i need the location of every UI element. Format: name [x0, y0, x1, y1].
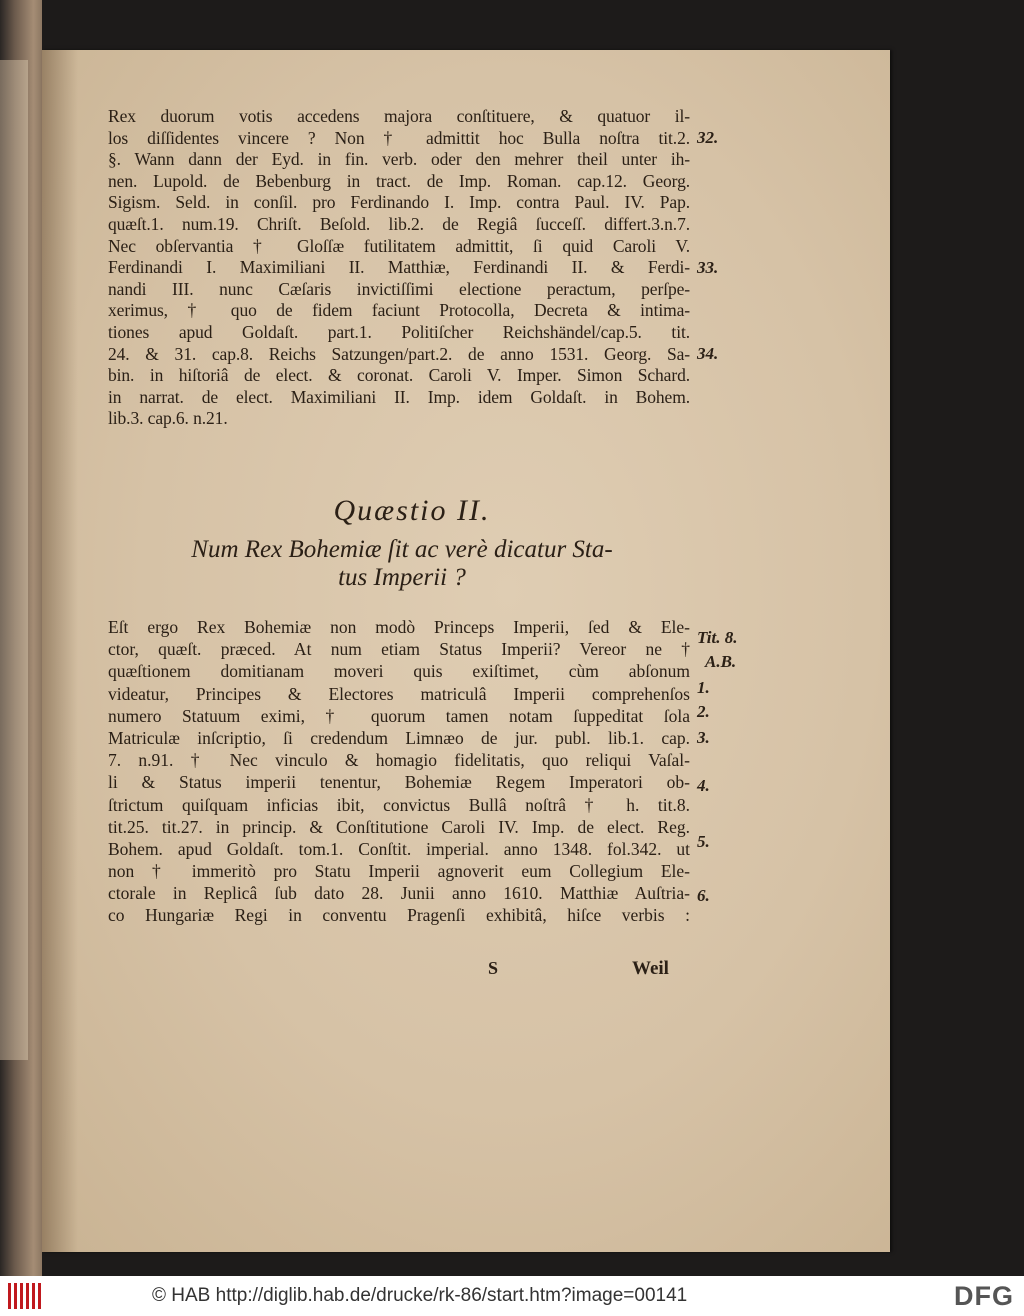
book-page: [42, 50, 890, 1252]
source-credit-link[interactable]: © HAB http://diglib.hab.de/drucke/rk-86/start.htm?image=00141: [152, 1285, 688, 1306]
spine-shadow: [42, 50, 78, 1252]
margin-note: 2.: [697, 702, 710, 721]
text-line: Nec obſervantia † Gloſſæ futilitatem admittit, ſi quid Caroli V.: [108, 235, 690, 256]
text-line: tit.25. tit.27. in princip. & Conſtitutione Caroli IV. Imp. de elect. Reg.: [108, 816, 690, 837]
text-line: ctorale in Replicâ ſub dato 28. Junii anno 1610. Matthiæ Auſtria-: [108, 883, 690, 904]
text-line: los diſſidentes vincere ? Non † admittit hoc Bulla noſtra tit.2.: [108, 127, 690, 148]
section-heading: Quæstio II.: [333, 494, 491, 527]
text-line: Sigism. Seld. in conſil. pro Ferdinando I. Imp. contra Paul. IV. Pap.: [108, 192, 690, 213]
previous-leaf-edge: [0, 60, 28, 1060]
text-line: 7. n.91. † Nec vinculo & homagio fidelitatis, quo reliqui Vaſal-: [108, 750, 690, 771]
text-line: tiones apud Goldaſt. part.1. Politiſcher Reichshändel/cap.5. tit.: [108, 321, 690, 342]
text-line: §. Wann dann der Eyd. in fin. verb. oder den mehrer theil unter ih-: [108, 149, 690, 170]
margin-note: 6.: [697, 886, 710, 905]
catchword: Weil: [632, 958, 669, 979]
margin-note: A.B.: [705, 652, 737, 671]
top-paragraph: [108, 106, 690, 430]
margin-note: 5.: [697, 832, 710, 851]
signature-mark: S: [488, 958, 499, 978]
text-line: Matriculæ inſcriptio, ſi credendum Limnæo de jur. publ. lib.1. cap.: [108, 727, 690, 748]
bottom-paragraph: [108, 616, 690, 927]
margin-note: 32.: [697, 128, 719, 147]
text-line: numero Statuum eximi, † quorum tamen notam ſuppeditat ſola: [108, 705, 690, 726]
footer-bar: [0, 1276, 1024, 1316]
subheading-line: tus Imperii ?: [338, 564, 466, 591]
text-line: Eſt ergo Rex Bohemiæ non modò Princeps Imperii, ſed & Ele-: [108, 617, 690, 637]
text-line: quæſt.1. num.19. Chriſt. Beſold. lib.2. de Regiâ ſucceſſ. differt.3.n.7.: [108, 213, 690, 234]
text-line: in narrat. de elect. Maximiliani II. Imp. idem Goldaſt. in Bohem.: [108, 386, 690, 407]
hab-logo-icon: [8, 1283, 42, 1309]
text-line: nen. Lupold. de Bebenburg in tract. de Imp. Roman. cap.12. Georg.: [108, 170, 690, 191]
text-line: Bohem. apud Goldaſt. tom.1. Conſtit. imperial. anno 1348. fol.342. ut: [108, 838, 690, 859]
margin-note: 4.: [697, 776, 710, 795]
margin-note: 33.: [697, 258, 719, 277]
margin-note: 3.: [697, 728, 710, 747]
text-line: videatur, Principes & Electores matriculâ Imperii comprehenſos: [108, 683, 690, 704]
text-line: bin. in hiſtoriâ de elect. & coronat. Caroli V. Imper. Simon Schard.: [108, 365, 690, 386]
subheading-line: Num Rex Bohemiæ ſit ac verè dicatur Sta-: [191, 536, 613, 563]
text-line: ctor, quæſt. præced. At num etiam Status Imperii? Vereor ne †: [108, 639, 690, 660]
text-line: lib.3. cap.6. n.21.: [108, 408, 228, 429]
margin-note: 1.: [697, 678, 710, 697]
dfg-logo: DFG: [954, 1281, 1014, 1311]
text-line: ſtrictum quiſquam inficias ibit, convictus Bullâ noſtrâ † h. tit.8.: [108, 794, 690, 815]
text-line: xerimus, † quo de fidem faciunt Protocolla, Decreta & intima-: [108, 300, 690, 321]
text-line: co Hungariæ Regi in conventu Pragenſi exhibitâ, hiſce verbis :: [108, 905, 690, 926]
text-line: quæſtionem domitianam moveri quis exiſtimet, cùm abſonum: [108, 661, 690, 682]
text-line: li & Status imperii tenentur, Bohemiæ Regem Imperatori ob-: [108, 772, 690, 793]
section-subheading: [152, 536, 652, 592]
margin-note: Tit. 8.: [697, 628, 738, 647]
margin-note: 34.: [697, 344, 719, 363]
text-line: Rex duorum votis accedens majora conſtituere, & quatuor il-: [108, 106, 690, 126]
text-line: nandi III. nunc Cæſaris invictiſſimi electione peractum, perſpe-: [108, 278, 690, 299]
text-line: 24. & 31. cap.8. Reichs Satzungen/part.2. de anno 1531. Georg. Sa-: [108, 343, 690, 364]
text-line: non † immeritò pro Statu Imperii agnoverit eum Collegium Ele-: [108, 861, 690, 882]
text-line: Ferdinandi I. Maximiliani II. Matthiæ, Ferdinandi II. & Ferdi-: [108, 257, 690, 278]
